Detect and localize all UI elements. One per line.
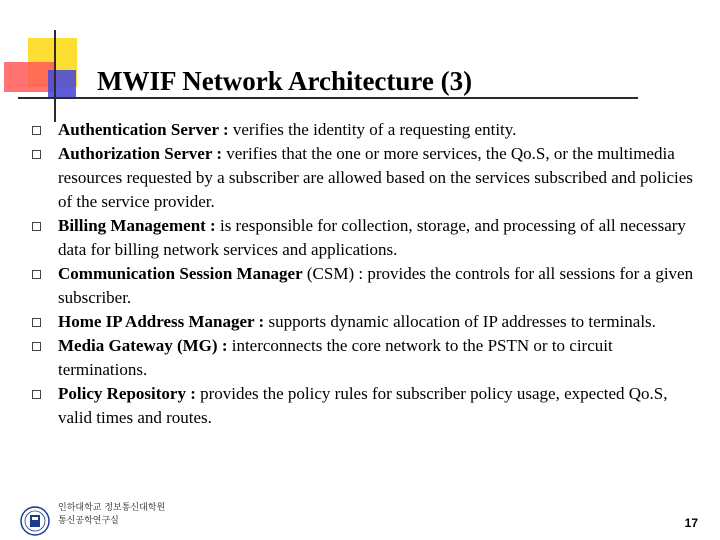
decor-vertical-line bbox=[54, 30, 56, 122]
item-term: Communication Session Manager bbox=[58, 264, 303, 283]
list-item bbox=[28, 310, 700, 334]
bullet-marker bbox=[32, 126, 41, 135]
bullet-marker bbox=[32, 222, 41, 231]
item-term: Authentication Server : bbox=[58, 120, 229, 139]
bullet-marker bbox=[32, 150, 41, 159]
footer-institution bbox=[58, 502, 165, 528]
footer-line-2: 통신공학연구실 bbox=[58, 516, 119, 526]
item-term: Policy Repository : bbox=[58, 384, 196, 403]
item-text: is responsible for collection, storage, and processing of all necessary data for billing network services and applications. bbox=[58, 216, 686, 259]
bullet-marker bbox=[32, 390, 41, 399]
item-text: supports dynamic allocation of IP addresses to terminals. bbox=[264, 312, 656, 331]
list-item bbox=[28, 382, 700, 430]
item-text: verifies the identity of a requesting entity. bbox=[228, 120, 517, 139]
item-text: verifies that the one or more services, the Qo.S, or the multimedia resources requested by a subscriber are allowed based on the services subscribed and policies of the service provider. bbox=[58, 144, 693, 211]
item-text: (CSM) : provides the controls for all sessions for a given subscriber. bbox=[58, 264, 694, 307]
footer-line-1: 인하대학교 정보통신대학원 bbox=[58, 503, 166, 513]
bullet-list bbox=[28, 118, 700, 430]
list-item bbox=[28, 334, 700, 382]
item-text: interconnects the core network to the PSTN or to circuit terminations. bbox=[58, 336, 613, 379]
item-text: provides the policy rules for subscriber policy usage, expected Qo.S, valid times and routes. bbox=[58, 384, 668, 427]
bullet-marker bbox=[32, 270, 41, 279]
item-term: Authorization Server : bbox=[58, 144, 222, 163]
university-seal-icon bbox=[20, 506, 50, 536]
slide-title: MWIF Network Architecture (3) bbox=[97, 66, 473, 96]
list-item bbox=[28, 262, 700, 310]
list-item bbox=[28, 142, 700, 214]
item-term: Home IP Address Manager : bbox=[58, 312, 265, 331]
item-term: Billing Management : bbox=[58, 216, 216, 235]
item-term: Media Gateway (MG) : bbox=[58, 336, 228, 355]
bullet-marker bbox=[32, 318, 41, 327]
page-number: 17 bbox=[684, 516, 698, 530]
decor-blue-square bbox=[48, 70, 76, 98]
decor-horizontal-line bbox=[18, 97, 638, 99]
bullet-marker bbox=[32, 342, 41, 351]
list-item bbox=[28, 214, 700, 262]
list-item bbox=[28, 118, 700, 142]
